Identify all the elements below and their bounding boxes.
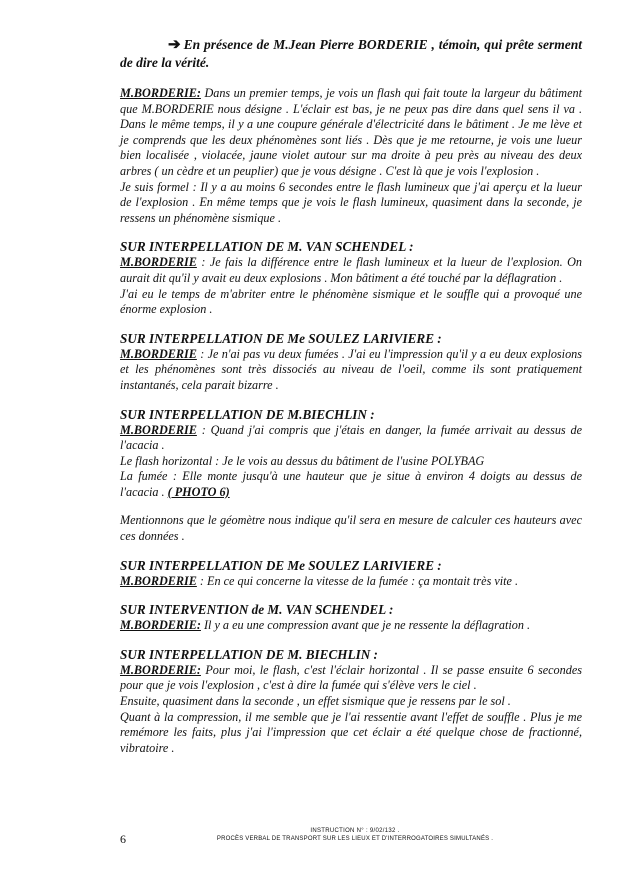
section-heading: SUR INTERPELLATION DE M.BIECHLIN : [120,406,375,422]
speaker-name: M.BORDERIE: [120,86,201,100]
testimony-paragraph [120,423,582,454]
testimony-paragraph [120,694,582,710]
testimony-paragraph [120,347,582,394]
paragraph-text: Quant à la compression, il me semble que je l'ai ressentie avant l'effet de souffle . Plus je me remémore les faits, plus j'ai l'impression que cet éclair a été quelque chose de fractionné, vibratoire . [120,709,582,755]
sections-container [120,86,582,756]
testimony-section [120,86,582,226]
testimony-paragraph [120,618,582,634]
paragraph-text: Le flash horizontal : Je le vois au dessus du bâtiment de l'usine POLYBAG [120,453,485,468]
paragraph-text: Ensuite, quasiment dans la seconde , un effet sismique que je ressens par le sol . [120,694,511,709]
intro-statement [120,36,582,72]
testimony-section [120,239,582,317]
document-title: PROCÈS VERBAL DE TRANSPORT SUR LES LIEUX ET D'INTERROGATOIRES SIMULTANÉS . [216,836,494,842]
speaker-name: M.BORDERIE [120,255,197,270]
section-heading: SUR INTERPELLATION DE Me SOULEZ LARIVIERE : [120,330,442,346]
paragraph-text: : Quand j'ai compris que j'étais en danger, la fumée arrivait au dessus de l'acacia . [120,422,582,453]
testimony-paragraph [120,574,582,590]
photo-reference: ( PHOTO 6) [167,484,230,499]
paragraph-text: Dans un premier temps, je vois un flash qui fait toute la largeur du bâtiment que M.BORDERIE nous désigne . L'éclair est bas, je ne peux pas dire dans quel sens il va . Dans le même temps, il y a une coupure générale d'électricité dans le bâtiment . Je me lève et je comprends que les deux phénomènes sont liés . Dès que je me retourne, je vois une lueur bien localisée , violacée, jaune violet autour sur ma droite à peu près au niveau des deux arbres ( un cèdre et un peuplier) que je vous désigne . C'est là que je vois l'explosion . [120,86,582,178]
testimony-section [120,407,582,501]
testimony-section [120,331,582,394]
paragraph-text: Mentionnons que le géomètre nous indique qu'il sera en mesure de calculer ces hauteurs avec ces données . [120,513,582,544]
speaker-name: M.BORDERIE [120,346,197,361]
arrow-icon: ➔ [168,37,181,53]
paragraph-text: Je suis formel : Il y a au moins 6 secondes entre le flash lumineux que j'ai aperçu et la lueur de l'explosion . En même temps que je vois le flash lumineux, quasiment dans la seconde, je ressens un phénomène sismique . [120,179,582,225]
speaker-name: M.BORDERIE: [120,662,201,677]
testimony-paragraph [120,86,582,180]
section-heading: SUR INTERPELLATION DE M. VAN SCHENDEL : [120,239,414,255]
speaker-name: M.BORDERIE: [120,618,201,633]
paragraph-text: : En ce qui concerne la vitesse de la fumée : ça montait très vite . [196,573,519,588]
paragraph-text: Il y a eu une compression avant que je ne ressente la déflagration . [200,618,531,633]
section-heading: SUR INTERVENTION de M. VAN SCHENDEL : [120,602,394,618]
testimony-paragraph [120,255,582,286]
testimony-paragraph [120,287,582,318]
testimony-section [120,647,582,757]
testimony-paragraph [120,454,582,470]
testimony-paragraph [120,180,582,227]
testimony-paragraph [120,663,582,694]
testimony-section [120,602,582,634]
paragraph-text: La fumée : Elle monte jusqu'à une hauteur que je situe à environ 4 doigts au dessus de l'acacia . [120,469,582,499]
paragraph-text: J'ai eu le temps de m'abriter entre le phénomène sismique et le souffle qui a provoqué une énorme explosion . [120,286,582,317]
section-heading: SUR INTERPELLATION DE Me SOULEZ LARIVIERE : [120,557,442,573]
section-heading: SUR INTERPELLATION DE M. BIECHLIN : [120,646,378,662]
testimony-paragraph [120,469,582,500]
testimony-paragraph [120,710,582,757]
paragraph-text: Pour moi, le flash, c'est l'éclair horizontal . Il se passe ensuite 6 secondes pour que je vois l'explosion , c'est à dire la fumée qui s'élève vers le ciel . [120,662,582,693]
page-number: 6 [120,832,126,846]
testimony-section [120,513,582,544]
speaker-name: M.BORDERIE [120,422,197,437]
testimony-paragraph [120,513,582,544]
testimony-section [120,558,582,590]
page-footer [120,828,590,846]
paragraph-text: : Je n'ai pas vu deux fumées . J'ai eu l'impression qu'il y a eu deux explosions et les phénomènes sont très dissociés au niveau de l'oeil, comme ils sont pratiquement instantanés, cela parait bizarre . [120,346,582,392]
instruction-number: INSTRUCTION N° : 9/02/132 . [310,828,400,834]
intro-text: En présence de M.Jean Pierre BORDERIE , témoin, qui prête serment de dire la vérité. [120,37,582,70]
paragraph-text: : Je fais la différence entre le flash lumineux et la lueur de l'explosion. On aurait dit qu'il y avait eu deux explosions . Mon bâtiment a été touché par la déflagration . [120,255,582,285]
speaker-name: M.BORDERIE [120,573,197,588]
document-body [120,36,582,769]
